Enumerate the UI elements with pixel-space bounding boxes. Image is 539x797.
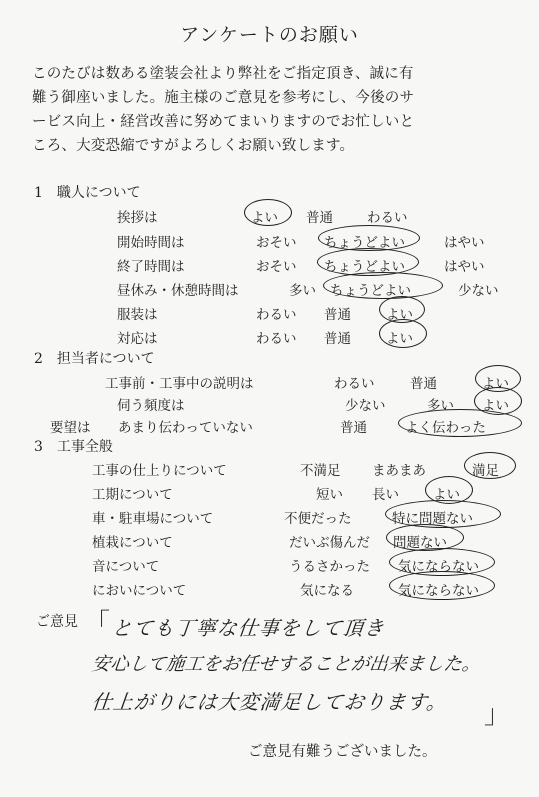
question-label: においについて xyxy=(92,583,187,599)
option: 普通 xyxy=(324,307,351,323)
option: 普通 xyxy=(324,331,351,347)
option: 気になる xyxy=(300,583,354,599)
question-label: 服装は xyxy=(117,307,158,323)
question-label: 対応は xyxy=(117,331,158,347)
option: おそい xyxy=(256,235,297,251)
option: はやい xyxy=(444,235,485,251)
opinion-line: 安心して施工をお任せすることが出来ました。 xyxy=(90,654,482,675)
option: 少ない xyxy=(345,398,386,414)
option: よい xyxy=(482,398,509,414)
option: 特に問題ない xyxy=(392,511,473,527)
intro-paragraph xyxy=(32,62,522,158)
option: よい xyxy=(386,331,413,347)
option: はやい xyxy=(444,259,485,275)
question-label: 要望は xyxy=(50,420,91,436)
option: 少ない xyxy=(458,283,499,299)
option: ちょうどよい xyxy=(324,235,405,251)
option: わるい xyxy=(334,376,375,392)
question-label: 伺う頻度は xyxy=(117,398,185,414)
option: 気にならない xyxy=(398,583,479,599)
option: 気にならない xyxy=(398,559,479,575)
section-2-heading: 2 担当者について xyxy=(34,351,155,367)
selection-circle xyxy=(323,272,443,299)
question-label: 工期について xyxy=(92,487,173,503)
option: よく伝わった xyxy=(405,420,486,436)
option: よい xyxy=(433,487,460,503)
option: 多い xyxy=(289,283,316,299)
option: わるい xyxy=(256,331,297,347)
option: 長い xyxy=(372,487,399,503)
selection-circle xyxy=(398,409,522,437)
selection-circle xyxy=(385,500,501,528)
option: あまり伝わっていない xyxy=(118,420,253,436)
selection-circle xyxy=(386,524,464,551)
question-label: 植栽について xyxy=(92,535,173,551)
selection-circle xyxy=(389,571,495,600)
opinion-close-bracket: 」 xyxy=(484,700,511,730)
option: 満足 xyxy=(472,463,499,479)
selection-circle xyxy=(379,319,427,348)
option: ちょうどよい xyxy=(324,259,405,275)
option: おそい xyxy=(256,259,297,275)
option: よい xyxy=(482,376,509,392)
opinion-line: とても丁寧な仕事をして頂き xyxy=(110,616,387,640)
option: 問題ない xyxy=(393,535,447,551)
question-label: 車・駐車場について xyxy=(92,511,214,527)
selection-circle xyxy=(244,199,292,226)
option: 不満足 xyxy=(300,463,341,479)
question-label: 開始時間は xyxy=(117,235,185,251)
closing-message: ご意見有難うございました。 xyxy=(248,744,437,760)
intro-line: このたびは数ある塗装会社より弊社をご指定頂き、誠に有 xyxy=(32,66,414,82)
option: わるい xyxy=(256,307,297,323)
question-label: 挨拶は xyxy=(117,210,158,226)
page-title: アンケートのお願い xyxy=(180,24,359,46)
opinion-open-bracket: 「 xyxy=(84,609,111,639)
option: うるさかった xyxy=(289,559,370,575)
option: よい xyxy=(251,210,278,226)
option: 普通 xyxy=(306,210,333,226)
question-label: 昼休み・休憩時間は xyxy=(117,283,239,299)
intro-line: ころ、大変恐縮ですがよろしくお願い致します。 xyxy=(32,138,355,154)
option: まあまあ xyxy=(372,463,426,479)
option: よい xyxy=(386,307,413,323)
section-3-heading: 3 工事全般 xyxy=(34,439,113,455)
option: 普通 xyxy=(340,420,367,436)
opinion-label: ご意見 xyxy=(36,614,78,630)
question-label: 工事前・工事中の説明は xyxy=(105,376,254,392)
option: 普通 xyxy=(410,376,437,392)
question-label: 工事の仕上りについて xyxy=(92,463,227,479)
option: 短い xyxy=(316,487,343,503)
option: ちょうどよい xyxy=(330,283,411,299)
selection-circle xyxy=(464,452,516,479)
option: 多い xyxy=(427,398,454,414)
opinion-line: 仕上がりには大変満足しております。 xyxy=(90,690,449,714)
option: だいぶ傷んだ xyxy=(289,535,370,551)
intro-line: ービス向上・経営改善に努めてまいりますのでお忙しいと xyxy=(32,114,415,130)
question-label: 終了時間は xyxy=(117,259,185,275)
question-label: 音について xyxy=(92,559,160,575)
option: 不便だった xyxy=(284,511,352,527)
intro-line: 難う御座いました。施主様のご意見を参考にし、今後のサ xyxy=(32,90,415,106)
option: わるい xyxy=(367,210,408,226)
section-1-heading: 1 職人について xyxy=(34,185,141,201)
